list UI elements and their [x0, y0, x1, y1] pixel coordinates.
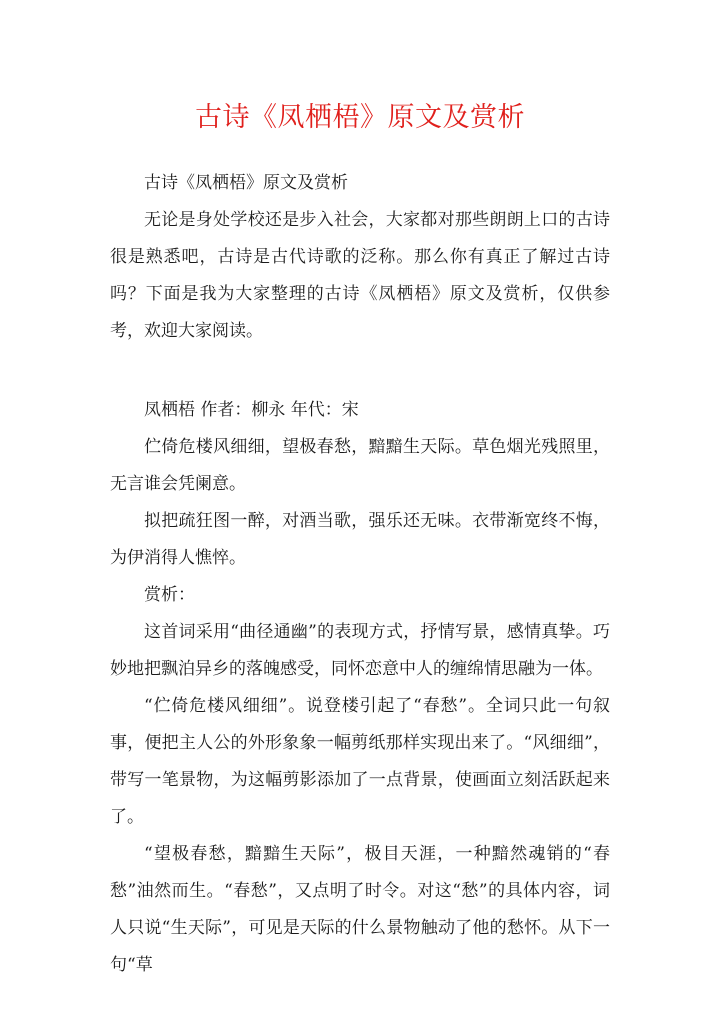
poem-section: [110, 392, 610, 984]
intro-paragraph: 无论是身处学校还是步入社会，大家都对那些朗朗上口的古诗很是熟悉吧，古诗是古代诗歌的泛称。那么你有真正了解过古诗吗？下面是我为大家整理的古诗《凤栖梧》原文及赏析，仅供参考，欢迎大家阅读。: [110, 210, 610, 341]
poem-stanza-1: 伫倚危楼风细细，望极春愁，黯黯生天际。草色烟光残照里，无言谁会凭阑意。: [110, 437, 610, 494]
analysis-paragraph-1: 这首词采用“曲径通幽”的表现方式，抒情写景，感情真挚。巧妙地把飘泊异乡的落魄感受，同怀恋意中人的缠绵情思融为一体。: [110, 622, 610, 679]
analysis-paragraph-3: “望极春愁，黯黯生天际”，极目天涯，一种黯然魂销的“春愁”油然而生。“春愁”，又点明了时令。对这“愁”的具体内容，词人只说“生天际”，可见是天际的什么景物触动了他的愁怀。从下一句“草: [110, 844, 610, 975]
poem-meta: 凤栖梧 作者：柳永 年代：宋: [144, 400, 359, 420]
intro-section: [110, 165, 610, 350]
intro-subtitle: 古诗《凤栖梧》原文及赏析: [144, 173, 348, 193]
poem-stanza-2: 拟把疏狂图一醉，对酒当歌，强乐还无味。衣带渐宽终不悔，为伊消得人憔悴。: [110, 511, 610, 568]
analysis-heading: 赏析：: [144, 585, 195, 605]
document-title: 古诗《凤栖梧》原文及赏析: [195, 102, 525, 133]
analysis-paragraph-2: “伫倚危楼风细细”。说登楼引起了“春愁”。全词只此一句叙事，便把主人公的外形象象一幅剪纸那样实现出来了。“风细细”，带写一笔景物，为这幅剪影添加了一点背景，使画面立刻活跃起来了。: [110, 696, 610, 827]
